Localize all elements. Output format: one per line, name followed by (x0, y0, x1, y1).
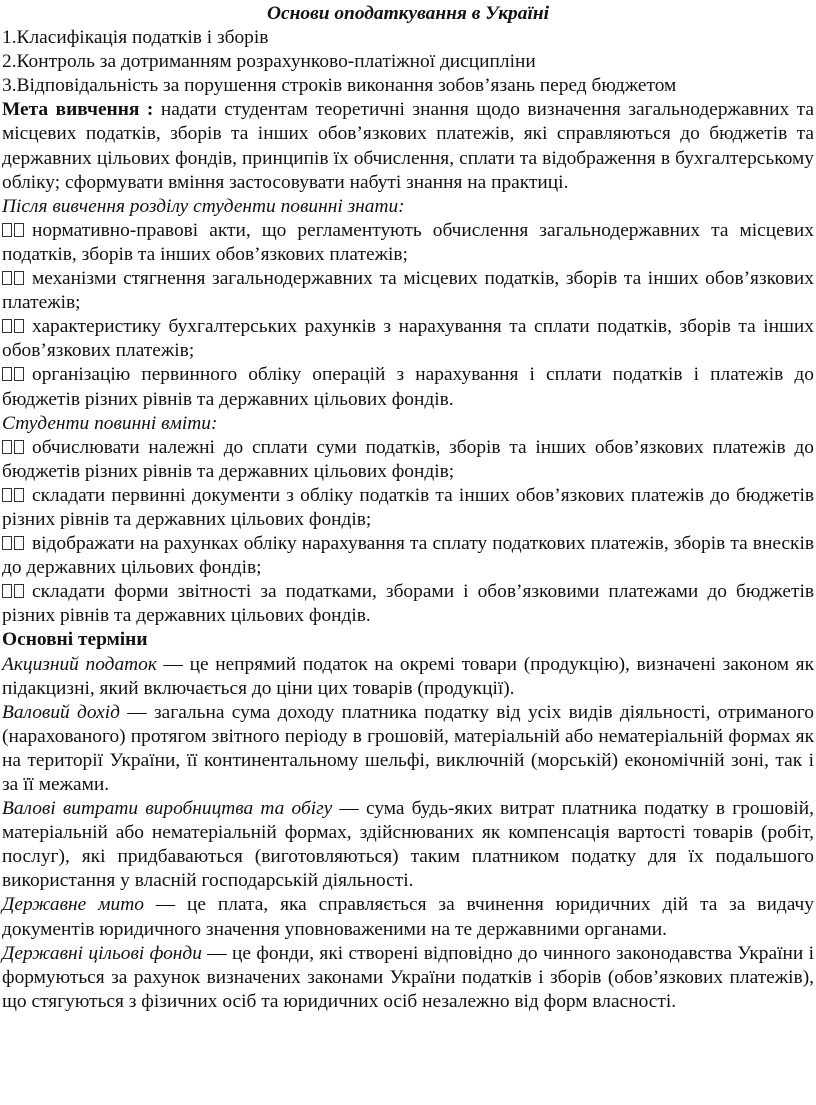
term-name: Акцизний податок (2, 653, 157, 675)
term-entry: Державне мито — це плата, яка справляється за вчинення юридичних дій та за видачу документів юридичного значення уповноваженими на те державними органами. (2, 894, 814, 940)
term-definition: це плата, яка справляється за вчинення юридичних дій та за видачу документів юридичного значення уповноваженими на те державними органами. (2, 894, 814, 940)
document-page (0, 2, 816, 1105)
know-item: організацію первинного обліку операцій з нарахування і сплати податків і платежів до бюджетів різних рівнів та державних цільових фондів. (2, 364, 814, 410)
term-definition: це непрямий податок на окремі товари (продукцію), визначені законом як підакцизні, який включається до ціни цих товарів (продукції). (2, 653, 815, 699)
know-heading: Після вивчення розділу студенти повинні знати: (2, 195, 405, 217)
term-name: Валовий дохід (2, 701, 120, 723)
outline-item: 3.Відповідальність за порушення строків виконання зобов’язань перед бюджетом (2, 75, 677, 97)
term-definition: це фонди, які створені відповідно до чинного законодавства України і формуються за рахунок визначених законами України податків і зборів (обов’язкових платежів), що стягуються з фізичних осіб та юридичних осіб незалежно від форм власності. (2, 942, 814, 1012)
able-item: відображати на рахунках обліку нарахування та сплату податкових платежів, зборів та внесків до державних цільових фондів; (2, 533, 814, 579)
checkbox-icon (2, 581, 32, 602)
able-item: складати первинні документи з обліку податків та інших обов’язкових платежів до бюджетів різних рівнів та державних цільових фондів; (2, 484, 814, 530)
checkbox-icon (2, 437, 32, 458)
know-item: нормативно-правові акти, що регламентують обчислення загальнодержавних та місцевих податків, зборів та інших обов’язкових платежів; (2, 219, 814, 265)
document-title: Основи оподаткування в Україні (267, 3, 549, 24)
goal-text: надати студентам теоретичні знання щодо визначення загальнодержавних та місцевих податків, зборів та інших обов’язкових платежів, які справляються до бюджетів та державних цільових фондів, принципів їх обчислення, сплати та відображення в бухгалтерському обліку; сформувати вміння застосовувати набуті знання на практиці. (2, 99, 814, 193)
term-name: Валові витрати виробництва та обігу (2, 798, 333, 820)
term-definition: сума будь-яких витрат платника податку в грошовій, матеріальній або нематеріальній формах, здійснюваних як компенсація вартості товарів (робіт, послуг), які придбаваються (виготовляються) таким платником податку для їх подальшого використання у власній господарській діяльності. (2, 798, 814, 892)
know-item: характеристику бухгалтерських рахунків з нарахування та сплати податків, зборів та інших обов’язкових платежів; (2, 316, 814, 362)
goal-paragraph (2, 98, 814, 194)
able-item: обчислювати належні до сплати суми податків, зборів та інших обов’язкових платежів до бюджетів різних рівнів та державних цільових фондів; (2, 436, 814, 482)
term-entry: Валові витрати виробництва та обігу — сума будь-яких витрат платника податку в грошовій, матеріальній або нематеріальній формах, здійснюваних як компенсація вартості товарів (робіт, послуг), які придбаваються (виготовляються) таким платником податку для їх подальшого використання у власній господарській діяльності. (2, 798, 814, 892)
term-entry: Акцизний податок — це непрямий податок на окремі товари (продукцію), визначені законом як підакцизні, який включається до ціни цих товарів (продукції). (2, 653, 815, 699)
term-definition: загальна сума доходу платника податку від усіх видів діяльності, отриманого (нарахованого) протягом звітного періоду в грошовій, матеріальній або нематеріальній формах як на території України, її континентальному шельфі, виключній (морській) економічній зоні, так і за її межами. (2, 701, 814, 795)
able-item: складати форми звітності за податками, зборами і обов’язковими платежами до бюджетів різних рівнів та державних цільових фондів. (2, 581, 814, 627)
outline-item: 1.Класифікація податків і зборів (2, 27, 269, 49)
term-name: Державне мито (2, 894, 144, 916)
checkbox-icon (2, 485, 32, 506)
term-entry: Державні цільові фонди — це фонди, які створені відповідно до чинного законодавства України і формуються за рахунок визначених законами України податків і зборів (обов’язкових платежів), що стягуються з фізичних осіб та юридичних осіб незалежно від форм власності. (2, 942, 814, 1012)
able-heading: Студенти повинні вміти: (2, 412, 218, 434)
know-item: механізми стягнення загальнодержавних та місцевих податків, зборів та інших обов’язкових платежів; (2, 268, 814, 314)
checkbox-icon (2, 220, 32, 241)
checkbox-icon (2, 316, 32, 337)
goal-label: Мета вивчення : (2, 99, 154, 121)
checkbox-icon (2, 364, 32, 385)
checkbox-icon (2, 533, 32, 554)
term-name: Державні цільові фонди (2, 942, 202, 964)
outline-item: 2.Контроль за дотриманням розрахунково-платіжної дисципліни (2, 51, 536, 73)
term-entry: Валовий дохід — загальна сума доходу платника податку від усіх видів діяльності, отриманого (нарахованого) протягом звітного періоду в грошовій, матеріальній або нематеріальній формах як на території України, її континентальному шельфі, виключній (морській) економічній зоні, так і за її межами. (2, 701, 814, 795)
checkbox-icon (2, 268, 32, 289)
terms-heading: Основні терміни (2, 629, 148, 651)
